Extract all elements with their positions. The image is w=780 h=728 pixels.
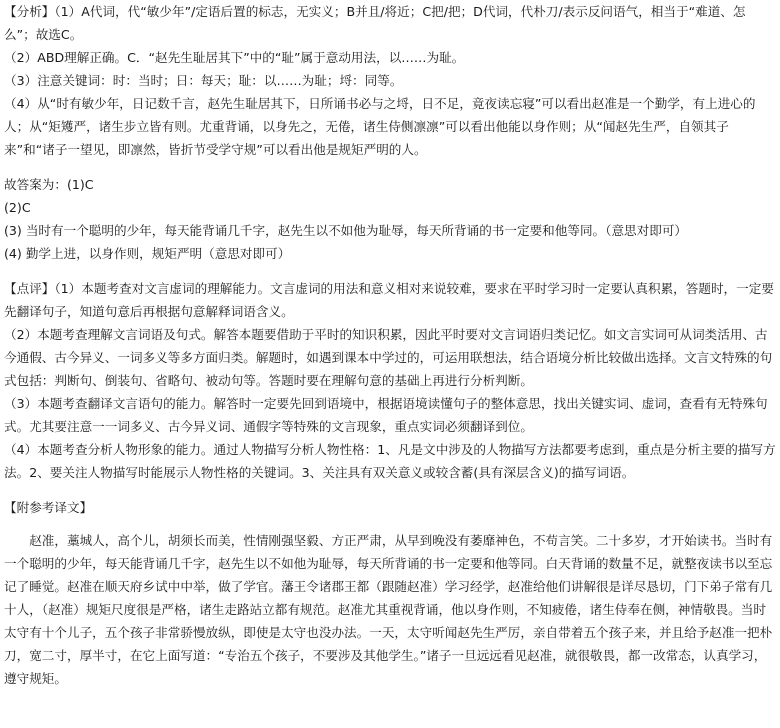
analysis-section xyxy=(4,0,776,161)
comment-paragraph-4: （4）本题考查分析人物形象的能力。通过人物描写分析人物性格：1、凡是文中涉及的人物描写方法都要考虑到，重点是分析主要的描写方法。2、要关注人物描写时能展示人物性格的关键词。3、关注具有双关意义或较含蓄(具有深层含义)的描写词语。 xyxy=(4,442,776,480)
analysis-paragraph-3: （3）注意关键词：时：当时；日：每天；耻：以……为耻；埒：同等。 xyxy=(4,73,403,88)
answer-line-2: (2)C xyxy=(4,200,31,215)
spacer xyxy=(4,519,776,529)
spacer xyxy=(4,484,776,496)
translation-paragraph: 赵准，藁城人，高个儿，胡须长而美，性情刚强坚毅、方正严肃，从早到晚没有萎靡神色，不苟言笑。二十多岁，才开始读书。当时有一个聪明的少年，每天能背诵几千字，赵先生以不如他为耻辱，每天所背诵的书一定要和他等同。白天背诵的数量不足，就整夜读书以至忘记了睡觉。赵准在顺天府乡试中中举，做了学官。藩王令诸郡王都（跟随赵准）学习经学，赵准给他们讲解很是详尽恳切，门下弟子常有几十人，（赵准）规矩尺度很是严格，诸生走路站立都有规范。赵准尤其重视背诵，他以身作则，不知疲倦，诸生侍奉在侧，神情敬畏。当时太守有十个儿子，五个孩子非常骄慢放纵，即使是太守也没办法。一天，太守听闻赵先生严厉，亲自带着五个孩子来，并且给予赵准一把朴刀，宽二寸，厚半寸，在它上面写道：“专治五个孩子，不要涉及其他学生。”诸子一旦远远看见赵准，就很敬畏，都一改常态，认真学习，遵守规矩。 xyxy=(4,533,773,686)
spacer xyxy=(4,265,776,277)
answer-line-1: 故答案为：(1)C xyxy=(4,177,94,192)
comment-paragraph-2: （2）本题考查理解文言词语及句式。解答本题要借助于平时的知识积累，因此平时要对文言词语归类记忆。如文言实词可从词类活用、古今通假、古今异义、一词多义等多方面归类。解题时，如遇到课本中学过的，可运用联想法，结合语境分析比较做出选择。文言文特殊的句式包括：判断句、倒装句、省略句、被动句等。答题时要在理解句意的基础上再进行分析判断。 xyxy=(4,327,773,388)
comment-paragraph-1: 【点评】（1）本题考查对文言虚词的理解能力。文言虚词的用法和意义相对来说较难，要求在平时学习时一定要认真积累，答题时，一定要先翻译句子，知道句意后再根据句意解释词语含义。 xyxy=(4,281,774,319)
analysis-paragraph-2: （2）ABD理解正确。C．“赵先生耻居其下”中的“耻”属于意动用法，以……为耻。 xyxy=(4,50,465,65)
translation-section xyxy=(4,496,776,690)
answer-line-3: (3) 当时有一个聪明的少年，每天能背诵几千字，赵先生以不如他为耻辱，每天所背诵的书一定要和他等同。（意思对即可） xyxy=(4,223,688,238)
comment-paragraph-3: （3）本题考查翻译文言语句的能力。解答时一定要先回到语境中，根据语境读懂句子的整体意思，找出关键实词、虚词，查看有无特殊句式。尤其要注意一一词多义、古今异义词、通假字等特殊的文言现象，重点实词必须翻译到位。 xyxy=(4,396,768,434)
spacer xyxy=(4,161,776,173)
answer-line-4: (4) 勤学上进，以身作则，规矩严明（意思对即可） xyxy=(4,246,291,261)
comment-section xyxy=(4,277,776,484)
answer-section xyxy=(4,173,776,265)
analysis-paragraph-1: 【分析】（1）A代词，代“敏少年”/定语后置的标志，无实义；B并且/将近；C把/把；D代词，代朴刀/表示反问语气，相当于“难道、怎么”；故选C。 xyxy=(4,4,746,42)
analysis-paragraph-4: （4）从“时有敏少年，日记数千言，赵先生耻居其下，日所诵书必与之埒，日不足，竟夜读忘寝”可以看出赵准是一个勤学，有上进心的人；从“矩矱严，诸生步立皆有则。尤重背诵，以身先之，无倦，诸生侍侧凛凛”可以看出他能以身作则；从“闻赵先生严，自领其子来”和“诸子一望见，即凛然，皆折节受学守规”可以看出他是规矩严明的人。 xyxy=(4,96,756,157)
translation-heading: 【附参考译文】 xyxy=(4,500,93,515)
